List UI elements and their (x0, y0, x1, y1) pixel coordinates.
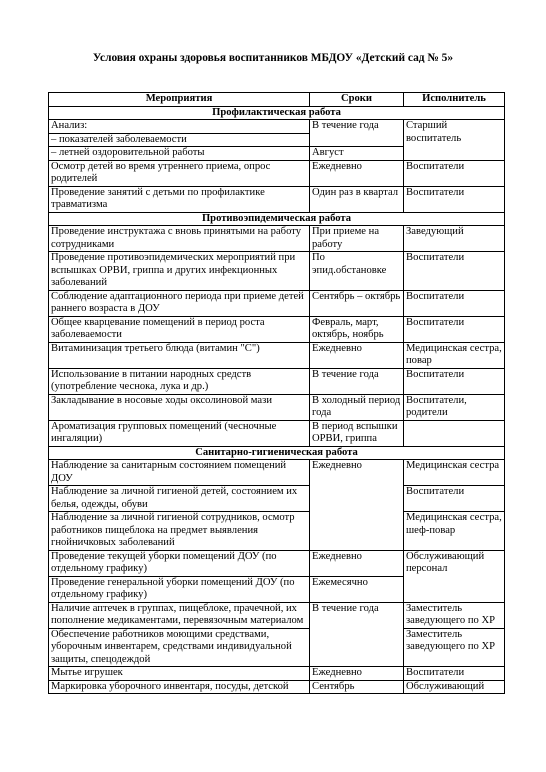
cell-measure: Наблюдение за санитарным состоянием помещений ДОУ (49, 460, 310, 486)
cell-executor: Обслуживающий персонал (404, 550, 505, 602)
table-row (49, 460, 505, 486)
cell-executor: Воспитатели (404, 368, 505, 394)
section-row (49, 106, 505, 120)
cell-executor: Медицинская сестра, повар (404, 342, 505, 368)
cell-executor: Воспитатели (404, 667, 505, 681)
cell-term: Сентябрь (310, 680, 404, 694)
cell-executor: Воспитатели (404, 486, 505, 512)
cell-term: Ежемесячно (310, 576, 404, 602)
cell-executor: Заместитель заведующего по ХР (404, 602, 505, 628)
cell-measure: Общее кварцевание помещений в период роста заболеваемости (49, 316, 310, 342)
cell-term: Ежедневно (310, 550, 404, 576)
cell-executor: Воспитатели (404, 186, 505, 212)
cell-term: В холодный период года (310, 394, 404, 420)
cell-term: Сентябрь – октябрь (310, 290, 404, 316)
cell-term: В период вспышки ОРВИ, гриппа (310, 420, 404, 446)
cell-term: Август (310, 147, 404, 161)
table-row (49, 486, 505, 512)
cell-executor: Заведующий (404, 226, 505, 252)
cell-term: Ежедневно (310, 460, 404, 551)
cell-executor: Обслуживающий (404, 680, 505, 694)
cell-measure: Наблюдение за личной гигиеной детей, состоянием их белья, одежды, обуви (49, 486, 310, 512)
table-row (49, 680, 505, 694)
cell-measure: Соблюдение адаптационного периода при приеме детей раннего возраста в ДОУ (49, 290, 310, 316)
cell-term: Ежедневно (310, 667, 404, 681)
table-row (49, 394, 505, 420)
cell-measure: Проведение инструктажа с вновь принятыми на работу сотрудниками (49, 226, 310, 252)
cell-term: По эпид.обстановке (310, 252, 404, 291)
cell-measure: Проведение текущей уборки помещений ДОУ (по отдельному графику) (49, 550, 310, 576)
table-row (49, 226, 505, 252)
table-header-row (49, 93, 505, 107)
cell-executor: Старший воспитатель (404, 120, 505, 161)
cell-measure: Проведение противоэпидемических мероприятий при вспышках ОРВИ, гриппа и других инфекционных заболеваний (49, 252, 310, 291)
table-row (49, 368, 505, 394)
section-row (49, 446, 505, 460)
cell-executor: Воспитатели (404, 160, 505, 186)
cell-executor: Воспитатели (404, 252, 505, 291)
table-row (49, 186, 505, 212)
cell-term: В течение года (310, 120, 404, 147)
table-row (49, 602, 505, 628)
table-row (49, 316, 505, 342)
section-prophylactic: Профилактическая работа (49, 106, 505, 120)
table-row (49, 342, 505, 368)
cell-measure: Закладывание в носовые ходы оксолиновой мази (49, 394, 310, 420)
cell-term: В течение года (310, 368, 404, 394)
cell-term: Ежедневно (310, 342, 404, 368)
cell-term: Ежедневно (310, 160, 404, 186)
cell-measure: Использование в питании народных средств (употребление чеснока, лука и др.) (49, 368, 310, 394)
table-row (49, 420, 505, 446)
cell-measure: Витаминизация третьего блюда (витамин "С") (49, 342, 310, 368)
table-row (49, 550, 505, 576)
cell-executor: Заместитель заведующего по ХР (404, 628, 505, 667)
cell-measure: – летней оздоровительной работы (49, 147, 310, 161)
table-row (49, 160, 505, 186)
cell-measure: – показателей заболеваемости (49, 133, 310, 147)
cell-measure: Наблюдение за личной гигиеной сотрудников, осмотр работников пищеблока на предмет выявления гнойничковых заболеваний (49, 512, 310, 551)
header-executor: Исполнитель (404, 93, 505, 107)
cell-measure: Обеспечение работников моющими средствами, уборочным инвентарем, средствами индивидуальной защиты, спецодеждой (49, 628, 310, 667)
cell-measure: Наличие аптечек в группах, пищеблоке, прачечной, их пополнение медикаментами, перевязочным материалом (49, 602, 310, 628)
cell-measure: Ароматизация групповых помещений (чесночные ингаляции) (49, 420, 310, 446)
page-title: Условия охраны здоровья воспитанников МБДОУ «Детский сад № 5» (92, 52, 454, 64)
cell-measure: Осмотр детей во время утреннего приема, опрос родителей (49, 160, 310, 186)
section-antiepidemic: Противоэпидемическая работа (49, 212, 505, 226)
health-measures-table (48, 92, 505, 694)
cell-measure: Маркировка уборочного инвентаря, посуды, детской (49, 680, 310, 694)
table-row (49, 290, 505, 316)
table-row (49, 667, 505, 681)
cell-executor: Медицинская сестра, шеф-повар (404, 512, 505, 551)
table-row (49, 512, 505, 551)
section-sanitary: Санитарно-гигиеническая работа (49, 446, 505, 460)
cell-term: Один раз в квартал (310, 186, 404, 212)
cell-measure: Анализ: (49, 120, 310, 134)
cell-executor (404, 420, 505, 446)
cell-executor: Медицинская сестра (404, 460, 505, 486)
cell-executor: Воспитатели (404, 316, 505, 342)
section-row (49, 212, 505, 226)
cell-term: При приеме на работу (310, 226, 404, 252)
table-row (49, 120, 505, 134)
cell-measure: Мытье игрушек (49, 667, 310, 681)
cell-measure: Проведение генеральной уборки помещений ДОУ (по отдельному графику) (49, 576, 310, 602)
header-terms: Сроки (310, 93, 404, 107)
header-measures: Мероприятия (49, 93, 310, 107)
cell-term: Февраль, март, октябрь, ноябрь (310, 316, 404, 342)
cell-executor: Воспитатели (404, 290, 505, 316)
table-row (49, 252, 505, 291)
cell-measure: Проведение занятий с детьми по профилактике травматизма (49, 186, 310, 212)
table-row (49, 628, 505, 667)
cell-term: В течение года (310, 602, 404, 667)
cell-executor: Воспитатели, родители (404, 394, 505, 420)
